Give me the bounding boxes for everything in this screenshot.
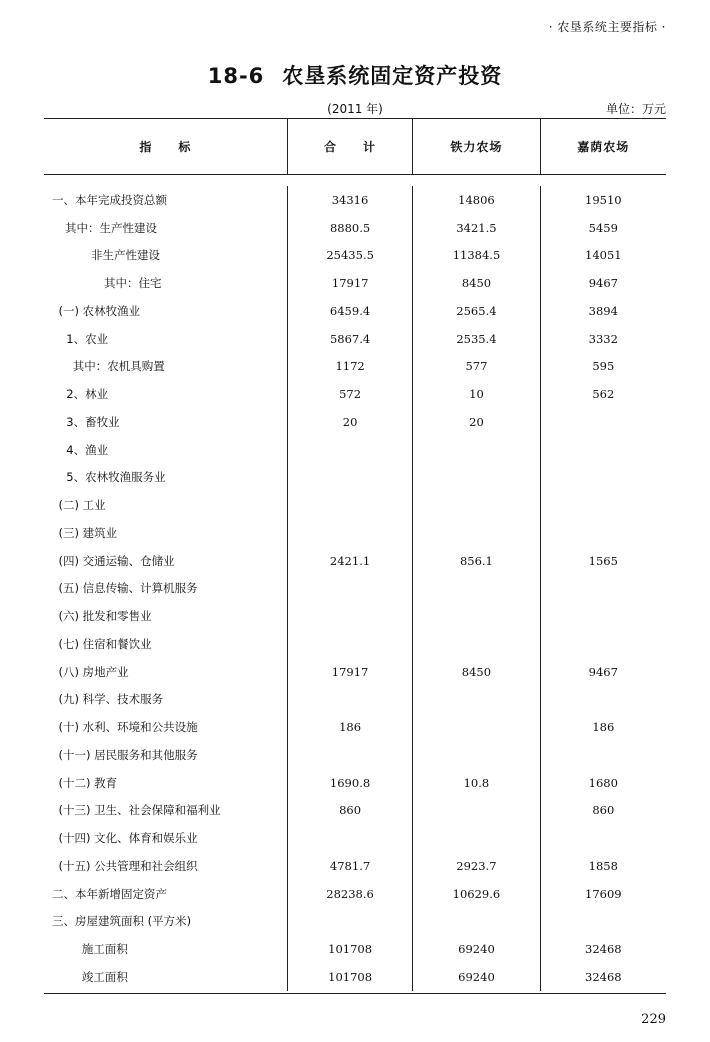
- cell-total: 17917: [287, 269, 412, 297]
- cell-jiayin: 860: [540, 797, 666, 825]
- cell-total: 101708: [287, 963, 412, 991]
- running-header: · 农垦系统主要指标 ·: [548, 20, 666, 34]
- table-row: [44, 686, 666, 714]
- table-row: [44, 935, 666, 963]
- row-label: 三、房屋建筑面积 (平方米): [52, 914, 192, 929]
- cell-jiayin: 32468: [540, 935, 666, 963]
- cell-total: [287, 686, 412, 714]
- cell-tieli: 2535.4: [412, 325, 539, 353]
- cell-total: [287, 824, 412, 852]
- cell-total: 25435.5: [287, 242, 412, 270]
- table-row: [44, 380, 666, 408]
- cell-tieli: 20: [412, 408, 539, 436]
- row-label: 其中：农机具购置: [72, 359, 165, 374]
- cell-tieli: 856.1: [412, 547, 539, 575]
- cell-tieli: 577: [412, 353, 539, 381]
- row-label: 5、农林牧渔服务业: [66, 470, 166, 485]
- column-header-jiayin: 嘉荫农场: [540, 119, 666, 174]
- cell-jiayin: 1858: [540, 852, 666, 880]
- table-row: [44, 852, 666, 880]
- cell-jiayin: [540, 630, 666, 658]
- cell-tieli: 14806: [412, 186, 539, 214]
- cell-tieli: [412, 908, 539, 936]
- cell-total: [287, 575, 412, 603]
- cell-tieli: 10.8: [412, 769, 539, 797]
- table-row: [44, 908, 666, 936]
- row-label: (九) 科学、技术服务: [58, 692, 164, 707]
- table-row: [44, 880, 666, 908]
- cell-total: 860: [287, 797, 412, 825]
- cell-tieli: [412, 630, 539, 658]
- cell-jiayin: 186: [540, 713, 666, 741]
- column-header-tieli: 铁力农场: [412, 119, 539, 174]
- table-row: [44, 575, 666, 603]
- page-number: 229: [641, 1012, 666, 1027]
- cell-tieli: 2923.7: [412, 852, 539, 880]
- cell-total: [287, 741, 412, 769]
- row-label: (七) 住宿和餐饮业: [58, 636, 152, 651]
- table-row: [44, 824, 666, 852]
- cell-tieli: [412, 824, 539, 852]
- cell-tieli: [412, 686, 539, 714]
- cell-jiayin: [540, 464, 666, 492]
- table-number: 18-6: [207, 64, 265, 88]
- unit-label: 单位：万元: [605, 102, 666, 116]
- cell-jiayin: 17609: [540, 880, 666, 908]
- cell-total: 17917: [287, 658, 412, 686]
- cell-jiayin: 1565: [540, 547, 666, 575]
- cell-jiayin: 3894: [540, 297, 666, 325]
- table-title: 农垦系统固定资产投资: [282, 64, 503, 88]
- column-header-total: 合 计: [287, 119, 412, 174]
- row-label: 1、农业: [66, 331, 109, 346]
- table-row: [44, 325, 666, 353]
- row-label: (十一) 居民服务和其他服务: [58, 747, 198, 762]
- table-row: [44, 769, 666, 797]
- cell-tieli: [412, 436, 539, 464]
- table-row: [44, 741, 666, 769]
- cell-jiayin: 595: [540, 353, 666, 381]
- row-label: (二) 工业: [58, 498, 106, 513]
- cell-jiayin: 14051: [540, 242, 666, 270]
- cell-total: 1172: [287, 353, 412, 381]
- table-row: [44, 658, 666, 686]
- row-label: 其中：生产性建设: [65, 220, 157, 235]
- row-label: 2、林业: [66, 387, 109, 402]
- data-table: [44, 118, 666, 994]
- table-row: [44, 242, 666, 270]
- cell-total: 1690.8: [287, 769, 412, 797]
- cell-tieli: 3421.5: [412, 214, 539, 242]
- row-label: 竣工面积: [81, 969, 128, 984]
- row-label: (一) 农林牧渔业: [58, 303, 141, 318]
- row-label: 4、渔业: [66, 442, 109, 457]
- cell-total: 34316: [287, 186, 412, 214]
- cell-tieli: [412, 713, 539, 741]
- cell-tieli: 2565.4: [412, 297, 539, 325]
- table-row: [44, 214, 666, 242]
- cell-tieli: [412, 464, 539, 492]
- row-label: (十二) 教育: [58, 775, 118, 790]
- cell-tieli: 10629.6: [412, 880, 539, 908]
- table-row: [44, 797, 666, 825]
- row-label: (六) 批发和零售业: [58, 609, 152, 624]
- cell-jiayin: 9467: [540, 269, 666, 297]
- cell-total: [287, 491, 412, 519]
- row-label: 3、畜牧业: [66, 414, 120, 429]
- cell-total: [287, 436, 412, 464]
- cell-total: 4781.7: [287, 852, 412, 880]
- cell-total: 8880.5: [287, 214, 412, 242]
- table-row: [44, 436, 666, 464]
- table-body: [44, 175, 666, 993]
- table-row: [44, 713, 666, 741]
- cell-total: 28238.6: [287, 880, 412, 908]
- table-row: [44, 630, 666, 658]
- cell-total: 2421.1: [287, 547, 412, 575]
- cell-tieli: [412, 519, 539, 547]
- cell-total: [287, 908, 412, 936]
- table-row: [44, 491, 666, 519]
- table-row: [44, 547, 666, 575]
- cell-tieli: [412, 797, 539, 825]
- cell-tieli: [412, 741, 539, 769]
- cell-jiayin: 562: [540, 380, 666, 408]
- cell-tieli: 69240: [412, 963, 539, 991]
- column-header-indicator: 指 标: [139, 140, 192, 154]
- cell-total: [287, 464, 412, 492]
- table-row: [44, 269, 666, 297]
- cell-jiayin: [540, 908, 666, 936]
- table-header: [44, 119, 666, 175]
- row-label: (四) 交通运输、仓储业: [58, 553, 175, 568]
- cell-jiayin: 19510: [540, 186, 666, 214]
- cell-tieli: 11384.5: [412, 242, 539, 270]
- row-label: (十四) 文化、体育和娱乐业: [58, 831, 198, 846]
- cell-tieli: 10: [412, 380, 539, 408]
- row-label: (五) 信息传输、计算机服务: [58, 581, 198, 596]
- cell-tieli: [412, 491, 539, 519]
- cell-total: [287, 602, 412, 630]
- cell-jiayin: [540, 686, 666, 714]
- row-label: 施工面积: [81, 942, 128, 957]
- cell-jiayin: 32468: [540, 963, 666, 991]
- cell-jiayin: [540, 824, 666, 852]
- row-label: (十) 水利、环境和公共设施: [58, 720, 198, 735]
- cell-total: 6459.4: [287, 297, 412, 325]
- cell-jiayin: [540, 519, 666, 547]
- row-label: (十五) 公共管理和社会组织: [58, 858, 198, 873]
- cell-tieli: [412, 575, 539, 603]
- table-row: [44, 602, 666, 630]
- cell-jiayin: [540, 575, 666, 603]
- cell-jiayin: 9467: [540, 658, 666, 686]
- table-row: [44, 353, 666, 381]
- cell-jiayin: 3332: [540, 325, 666, 353]
- year-label: (2011 年): [327, 102, 383, 116]
- cell-tieli: 8450: [412, 658, 539, 686]
- cell-jiayin: [540, 741, 666, 769]
- row-label: 一、本年完成投资总额: [52, 192, 167, 207]
- cell-tieli: 8450: [412, 269, 539, 297]
- cell-total: 572: [287, 380, 412, 408]
- row-label: 二、本年新增固定资产: [52, 886, 167, 901]
- row-label: 其中：住宅: [104, 276, 162, 291]
- table-row: [44, 186, 666, 214]
- cell-tieli: [412, 602, 539, 630]
- cell-jiayin: 1680: [540, 769, 666, 797]
- cell-total: 101708: [287, 935, 412, 963]
- table-row: [44, 519, 666, 547]
- row-label: (三) 建筑业: [58, 525, 118, 540]
- cell-total: 186: [287, 713, 412, 741]
- cell-total: 20: [287, 408, 412, 436]
- table-row: [44, 408, 666, 436]
- table-row: [44, 297, 666, 325]
- row-label: (十三) 卫生、社会保障和福利业: [58, 803, 221, 818]
- page-title: [0, 60, 710, 90]
- cell-total: [287, 519, 412, 547]
- cell-jiayin: [540, 602, 666, 630]
- table-row: [44, 464, 666, 492]
- cell-tieli: 69240: [412, 935, 539, 963]
- cell-jiayin: [540, 408, 666, 436]
- row-label: 非生产性建设: [91, 248, 160, 263]
- cell-jiayin: [540, 491, 666, 519]
- cell-total: [287, 630, 412, 658]
- cell-jiayin: 5459: [540, 214, 666, 242]
- row-label: (八) 房地产业: [58, 664, 129, 679]
- table-row: [44, 963, 666, 991]
- cell-total: 5867.4: [287, 325, 412, 353]
- cell-jiayin: [540, 436, 666, 464]
